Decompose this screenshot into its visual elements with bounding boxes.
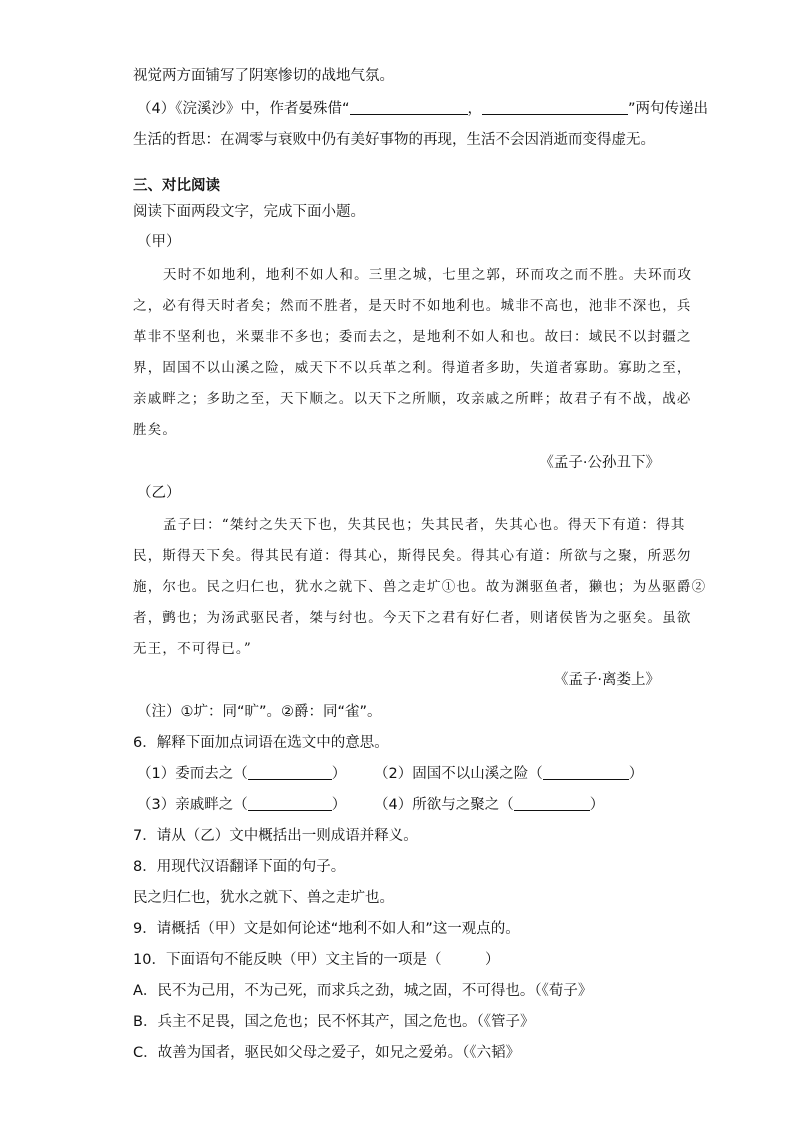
answer-blank[interactable]	[248, 795, 332, 811]
section-title: 三、对比阅读	[133, 178, 220, 194]
question-10-option-b[interactable]: B．兵主不足畏，国之危也；民不怀其产，国之危也。（《管子》	[133, 1014, 535, 1030]
question-6-item-2	[374, 764, 643, 784]
question-6-item-4	[374, 795, 604, 815]
question-4-prefix: （4）《浣溪沙》中，作者晏殊借“	[137, 101, 350, 117]
text-line: 视觉两方面铺写了阴寒惨切的战地气氛。	[133, 68, 394, 84]
section-instruction: 阅读下面两段文字，完成下面小题。	[133, 204, 365, 220]
question-6-stem: 6．解释下面加点词语在选文中的意思。	[133, 735, 389, 751]
item-close: ）	[628, 766, 644, 782]
passage-jia-line: 亲戚畔之；多助之至，天下顺之。以天下之所顺，攻亲戚之所畔；故君子有不战，战必	[133, 391, 692, 407]
answer-blank[interactable]	[543, 764, 629, 780]
passage-jia-line: 天时不如地利，地利不如人和。三里之城，七里之郭，环而攻之而不胜。夫环而攻	[163, 267, 693, 283]
question-6-item-1	[137, 764, 346, 784]
question-10-option-c[interactable]: C．故善为国者，驱民如父母之爱子，如兄之爱弟。（《六韬》	[133, 1045, 521, 1061]
question-10-option-a[interactable]: A．民不为己用，不为己死，而求兵之劲，城之固，不可得也。（《荀子》	[133, 983, 593, 999]
item-label: （1）委而去之（	[137, 766, 248, 782]
passage-jia-label: （甲）	[137, 234, 181, 250]
answer-blank[interactable]	[350, 99, 468, 115]
question-4-suffix: ”两句传递出	[628, 101, 709, 117]
item-close: ）	[589, 797, 605, 813]
question-7: 7．请从（乙）文中概括出一则成语并释义。	[133, 828, 418, 844]
passage-yi-line: 无王，不可得已。”	[133, 641, 252, 657]
text-line: 生活的哲思：在凋零与衰败中仍有美好事物的再现，生活不会因消逝而变得虚无。	[133, 132, 655, 148]
question-10-stem: 10．下面语句不能反映（甲）文主旨的一项是（ ）	[133, 952, 500, 968]
passage-yi-line: 民，斯得天下矣。得其民有道：得其心，斯得民矣。得其心有道：所欲与之聚，所恶勿	[133, 548, 692, 564]
passage-yi-line: 者，鹯也；为汤武驱民者，桀与纣也。今天下之君有好仁者，则诸侯皆为之驱矣。虽欲	[133, 610, 692, 626]
comma: ，	[467, 101, 482, 117]
annotation-note: （注）①圹：同“旷”。②爵：同“雀”。	[137, 704, 382, 720]
answer-blank[interactable]	[514, 795, 590, 811]
item-close: ）	[331, 797, 347, 813]
item-label: （4）所欲与之聚之（	[374, 797, 514, 813]
passage-jia-line: 之，必有得天时者矣；然而不胜者，是天时不如地利也。城非不高也，池非不深也，兵	[133, 298, 692, 314]
item-label: （2）固国不以山溪之险（	[374, 766, 543, 782]
item-label: （3）亲戚畔之（	[137, 797, 248, 813]
answer-blank[interactable]	[482, 99, 628, 115]
question-6-item-3	[137, 795, 346, 815]
passage-jia-line: 胜矣。	[133, 422, 178, 438]
item-close: ）	[331, 766, 347, 782]
passage-jia-line: 革非不坚利也，米粟非不多也；委而去之，是地利不如人和也。故曰：域民不以封疆之	[133, 329, 692, 345]
question-8-sentence: 民之归仁也，犹水之就下、兽之走圹也。	[133, 890, 394, 906]
question-8-stem: 8．用现代汉语翻译下面的句子。	[133, 859, 346, 875]
question-9: 9．请概括（甲）文是如何论述“地利不如人和”这一观点的。	[133, 921, 520, 937]
passage-yi-line: 孟子曰：“桀纣之失天下也，失其民也；失其民者，失其心也。得天下有道：得其	[163, 517, 686, 533]
passage-jia-line: 界，固国不以山溪之险，威天下不以兵革之利。得道者多助，失道者寡助。寡助之至，	[133, 360, 692, 376]
question-4-line	[137, 99, 708, 119]
answer-blank[interactable]	[248, 764, 332, 780]
passage-yi-label: （乙）	[137, 485, 181, 501]
passage-jia-source: 《孟子·公孙丑下》	[539, 455, 660, 471]
passage-yi-source: 《孟子·离娄上》	[553, 672, 660, 688]
passage-yi-line: 施，尔也。民之归仁也，犹水之就下、兽之走圹①也。故为渊驱鱼者，獭也；为丛驱爵②	[133, 579, 707, 595]
